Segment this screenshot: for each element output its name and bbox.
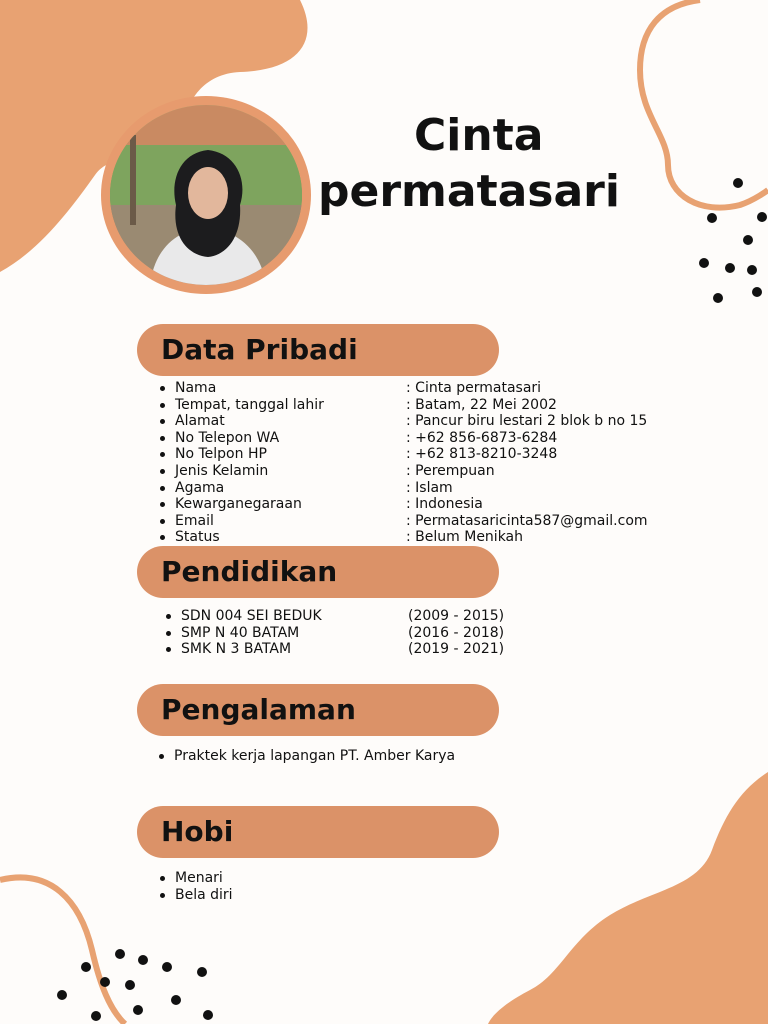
school-name: SMP N 40 BATAM bbox=[181, 624, 300, 641]
section-title: Data Pribadi bbox=[161, 333, 358, 366]
field-label: Tempat, tanggal lahir bbox=[175, 396, 324, 413]
bottom-left-dots bbox=[57, 949, 213, 1021]
field-value: : Cinta permatasari bbox=[406, 380, 542, 396]
field-value: : Indonesia bbox=[406, 496, 483, 513]
list-item bbox=[160, 496, 680, 513]
field-label: Jenis Kelamin bbox=[175, 462, 269, 479]
list-item: Menari bbox=[160, 870, 233, 887]
list-item bbox=[166, 625, 566, 642]
field-label: Alamat bbox=[175, 413, 225, 430]
name-first: Cinta bbox=[414, 110, 544, 161]
profile-name bbox=[318, 108, 658, 220]
list-item bbox=[160, 430, 680, 447]
section-header-data-pribadi bbox=[137, 324, 499, 376]
personal-data-list bbox=[160, 380, 680, 546]
list-item bbox=[166, 641, 566, 658]
field-label: Status bbox=[175, 529, 220, 546]
field-label: Kewarganegaraan bbox=[175, 496, 302, 513]
hobby-list bbox=[160, 870, 233, 904]
field-value: : Permatasaricinta587@gmail.com bbox=[406, 512, 648, 529]
section-title: Pendidikan bbox=[161, 555, 338, 588]
section-header-hobi bbox=[137, 806, 499, 858]
bottom-right-blob bbox=[488, 772, 768, 1024]
experience-list bbox=[159, 748, 455, 765]
list-item bbox=[160, 529, 680, 546]
top-right-outline-blob bbox=[640, 0, 768, 208]
name-last: permatasari bbox=[318, 166, 620, 217]
school-period: (2019 - 2021) bbox=[408, 641, 505, 658]
section-title: Hobi bbox=[161, 815, 234, 848]
field-value: : +62 856-6873-6284 bbox=[406, 429, 558, 446]
list-item: Praktek kerja lapangan PT. Amber Karya bbox=[159, 748, 455, 765]
bottom-left-outline-arc bbox=[0, 877, 125, 1024]
list-item: Bela diri bbox=[160, 887, 233, 904]
profile-photo-frame bbox=[101, 96, 311, 294]
field-value: : Islam bbox=[406, 479, 453, 496]
list-item bbox=[160, 380, 680, 397]
list-item bbox=[160, 413, 680, 430]
profile-photo bbox=[110, 105, 302, 285]
school-period: (2009 - 2015) bbox=[408, 608, 505, 624]
field-value: : Perempuan bbox=[406, 462, 495, 479]
field-label: No Telpon HP bbox=[175, 446, 267, 463]
list-item bbox=[160, 463, 680, 480]
list-item bbox=[166, 608, 566, 625]
school-name: SMK N 3 BATAM bbox=[181, 641, 292, 658]
field-label: No Telepon WA bbox=[175, 429, 280, 446]
school-period: (2016 - 2018) bbox=[408, 624, 505, 641]
school-name: SDN 004 SEI BEDUK bbox=[181, 608, 322, 624]
field-value: : Belum Menikah bbox=[406, 529, 524, 546]
field-label: Email bbox=[175, 512, 214, 529]
list-item bbox=[160, 397, 680, 414]
profile-photo-illustration bbox=[110, 105, 302, 285]
section-title: Pengalaman bbox=[161, 693, 356, 726]
field-label: Nama bbox=[175, 380, 217, 396]
list-item bbox=[160, 446, 680, 463]
list-item bbox=[160, 513, 680, 530]
section-header-pendidikan bbox=[137, 546, 499, 598]
field-value: : +62 813-8210-3248 bbox=[406, 446, 558, 463]
section-header-pengalaman bbox=[137, 684, 499, 736]
field-value: : Batam, 22 Mei 2002 bbox=[406, 396, 557, 413]
list-item bbox=[160, 480, 680, 497]
field-value: : Pancur biru lestari 2 blok b no 15 bbox=[406, 413, 648, 430]
education-list bbox=[166, 608, 566, 658]
field-label: Agama bbox=[175, 479, 225, 496]
